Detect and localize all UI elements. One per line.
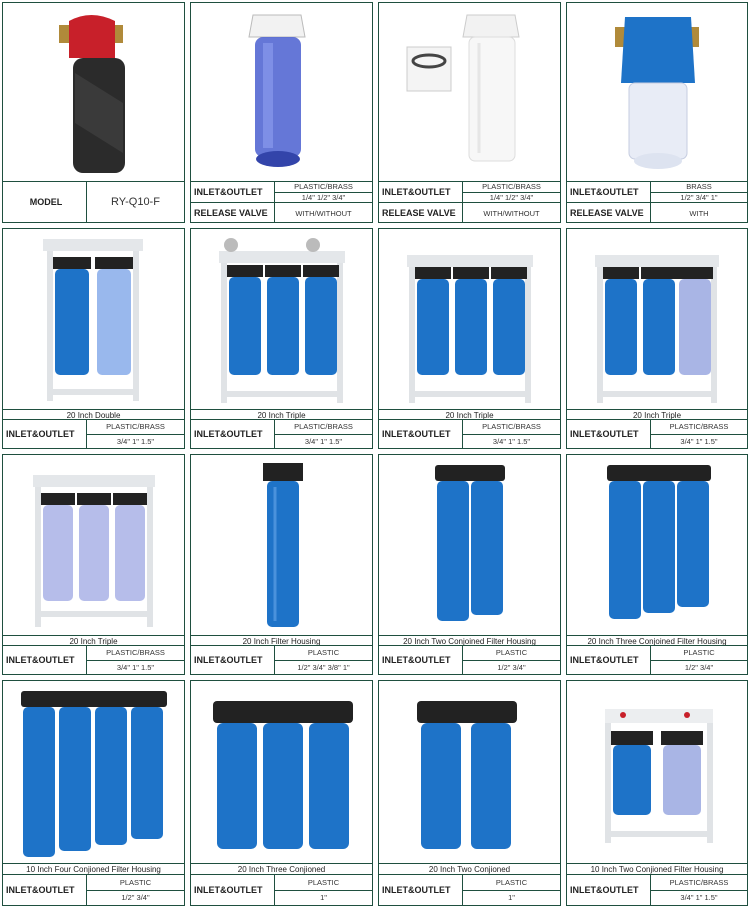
product-image-blue-head-housing: [567, 3, 747, 183]
inlet-outlet-label: INLET&OUTLET: [3, 875, 87, 905]
inlet-outlet-label: INLET&OUTLET: [567, 646, 651, 674]
product-title: 20 Inch Filter Housing: [191, 635, 372, 648]
inlet-outlet-label: INLET&OUTLET: [567, 420, 651, 448]
inlet-outlet-sizes: 3/4" 1" 1.5": [651, 434, 747, 449]
product-cell-20inch-triple-gauges: [190, 228, 373, 449]
product-title: 20 Inch Triple: [191, 409, 372, 422]
spec-table: [379, 645, 560, 674]
spec-table: [379, 419, 560, 448]
inlet-outlet-material: PLASTIC: [307, 648, 340, 658]
inlet-outlet-material: PLASTIC/BRASS: [482, 182, 541, 192]
product-title: 20 Inch Three Conjioned: [191, 863, 372, 876]
spec-table: [3, 645, 184, 674]
inlet-outlet-label: INLET&OUTLET: [567, 182, 651, 202]
inlet-outlet-material: PLASTIC/BRASS: [669, 422, 729, 432]
spec-table: [191, 874, 372, 905]
product-cell-white-10inch: [378, 2, 561, 223]
model-value: RY-Q10-F: [111, 196, 160, 208]
inlet-outlet-sizes: 1": [463, 890, 560, 906]
release-valve-value: WITH/WITHOUT: [483, 208, 540, 218]
release-valve-value: WITH: [689, 208, 709, 218]
product-title: 20 Inch Triple: [3, 635, 184, 648]
inlet-outlet-sizes: 3/4" 1" 1.5": [87, 660, 184, 675]
release-valve-label: RELEASE VALVE: [567, 203, 651, 223]
product-image-red-housing: [3, 3, 184, 183]
inlet-outlet-sizes: 3/4" 1" 1.5": [651, 890, 747, 906]
inlet-outlet-material: PLASTIC: [495, 648, 528, 658]
inlet-outlet-sizes: 3/4" 1" 1.5": [87, 434, 184, 449]
inlet-outlet-material: PLASTIC/BRASS: [294, 182, 353, 192]
release-valve-label: RELEASE VALVE: [191, 203, 275, 223]
product-cell-clear-10inch: [190, 2, 373, 223]
spec-table: [567, 419, 747, 448]
spec-table: [3, 181, 184, 222]
product-image-triple-frame-clear: [3, 455, 184, 635]
product-title: 20 Inch Triple: [567, 409, 747, 422]
product-title: 20 Inch Two Conjioned: [379, 863, 560, 876]
product-cell-20inch-three-conjioned: [190, 680, 373, 906]
product-image-clear-housing: [191, 3, 372, 183]
inlet-outlet-label: INLET&OUTLET: [3, 646, 87, 674]
inlet-outlet-material: PLASTIC/BRASS: [482, 422, 541, 432]
inlet-outlet-sizes: 1": [275, 890, 372, 906]
product-cell-blue-clear-housing: [566, 2, 748, 223]
inlet-outlet-sizes: 1/2" 3/4": [463, 660, 560, 675]
product-image-triple-frame: [567, 229, 747, 409]
inlet-outlet-material: PLASTIC/BRASS: [106, 422, 165, 432]
inlet-outlet-material: PLASTIC/BRASS: [669, 877, 729, 887]
product-title: 10 Inch Four Conjioned Filter Housing: [3, 863, 184, 876]
product-title: 20 Inch Triple: [379, 409, 560, 422]
product-cell-10inch-four-conjoined: [2, 680, 185, 906]
spec-table: [191, 645, 372, 674]
product-cell-20inch-double: [2, 228, 185, 449]
inlet-outlet-label: INLET&OUTLET: [191, 182, 275, 202]
product-cell-20inch-two-conjoined: [378, 454, 561, 675]
inlet-outlet-material: PLASTIC: [683, 648, 715, 658]
inlet-outlet-sizes: 1/2" 3/4": [87, 890, 184, 906]
inlet-outlet-label: INLET&OUTLET: [379, 420, 463, 448]
inlet-outlet-material: PLASTIC/BRASS: [106, 648, 165, 658]
product-image-three-conjoined-big: [191, 681, 372, 863]
spec-table: [379, 874, 560, 905]
inlet-outlet-sizes: 1/4" 1/2" 3/4": [275, 192, 372, 203]
product-cell-20inch-three-conjoined: [566, 454, 748, 675]
inlet-outlet-label: INLET&OUTLET: [191, 646, 275, 674]
spec-table: [379, 181, 560, 222]
inlet-outlet-sizes: 3/4" 1" 1.5": [463, 434, 560, 449]
product-image-double-frame: [3, 229, 184, 409]
product-image-single-housing: [191, 455, 372, 635]
product-cell-10inch-two-conjioned: [566, 680, 748, 906]
inlet-outlet-label: INLET&OUTLET: [191, 875, 275, 905]
inlet-outlet-label: INLET&OUTLET: [567, 875, 651, 905]
product-image-three-conjoined: [567, 455, 747, 635]
inlet-outlet-sizes: 1/4" 1/2" 3/4": [463, 192, 560, 203]
spec-table: [3, 874, 184, 905]
model-label: MODEL: [3, 182, 87, 222]
inlet-outlet-label: INLET&OUTLET: [379, 646, 463, 674]
inlet-outlet-material: BRASS: [686, 182, 712, 192]
spec-table: [567, 874, 747, 905]
product-cell-20inch-triple-mixed: [566, 228, 748, 449]
inlet-outlet-label: INLET&OUTLET: [379, 182, 463, 202]
product-image-two-conjoined: [379, 455, 560, 635]
product-image-triple-frame: [191, 229, 372, 409]
product-image-two-conjoined-big: [379, 681, 560, 863]
product-cell-20inch-triple-blue: [378, 228, 561, 449]
product-cell-20inch-triple-clear: [2, 454, 185, 675]
product-cell-ry-q10-f: [2, 2, 185, 223]
inlet-outlet-sizes: 1/2" 3/4" 3/8" 1": [275, 660, 372, 675]
inlet-outlet-label: INLET&OUTLET: [3, 420, 87, 448]
product-title: 20 Inch Double: [3, 409, 184, 422]
inlet-outlet-sizes: 3/4" 1" 1.5": [275, 434, 372, 449]
product-cell-20inch-two-conjioned: [378, 680, 561, 906]
spec-table: [567, 645, 747, 674]
inlet-outlet-sizes: 1/2" 3/4" 1": [651, 192, 747, 203]
inlet-outlet-material: PLASTIC/BRASS: [294, 422, 353, 432]
inlet-outlet-label: INLET&OUTLET: [191, 420, 275, 448]
spec-table: [191, 181, 372, 222]
product-image-white-housing: [379, 3, 560, 183]
spec-table: [191, 419, 372, 448]
product-image-two-frame: [567, 681, 747, 863]
inlet-outlet-material: PLASTIC: [119, 877, 152, 887]
product-cell-20inch-filter-housing: [190, 454, 373, 675]
product-title: 20 Inch Two Conjoined Filter Housing: [379, 635, 560, 648]
release-valve-value: WITH/WITHOUT: [295, 208, 352, 218]
product-title: 20 Inch Three Conjoined Filter Housing: [567, 635, 747, 648]
spec-table: [3, 419, 184, 448]
inlet-outlet-material: PLASTIC: [307, 877, 340, 887]
product-title: 10 Inch Two Conjioned Filter Housing: [567, 863, 747, 876]
spec-table: [567, 181, 747, 222]
inlet-outlet-label: INLET&OUTLET: [379, 875, 463, 905]
product-image-triple-frame: [379, 229, 560, 409]
product-image-four-conjoined: [3, 681, 184, 863]
inlet-outlet-material: PLASTIC: [495, 877, 528, 887]
inlet-outlet-sizes: 1/2" 3/4": [651, 660, 747, 675]
release-valve-label: RELEASE VALVE: [379, 203, 463, 223]
